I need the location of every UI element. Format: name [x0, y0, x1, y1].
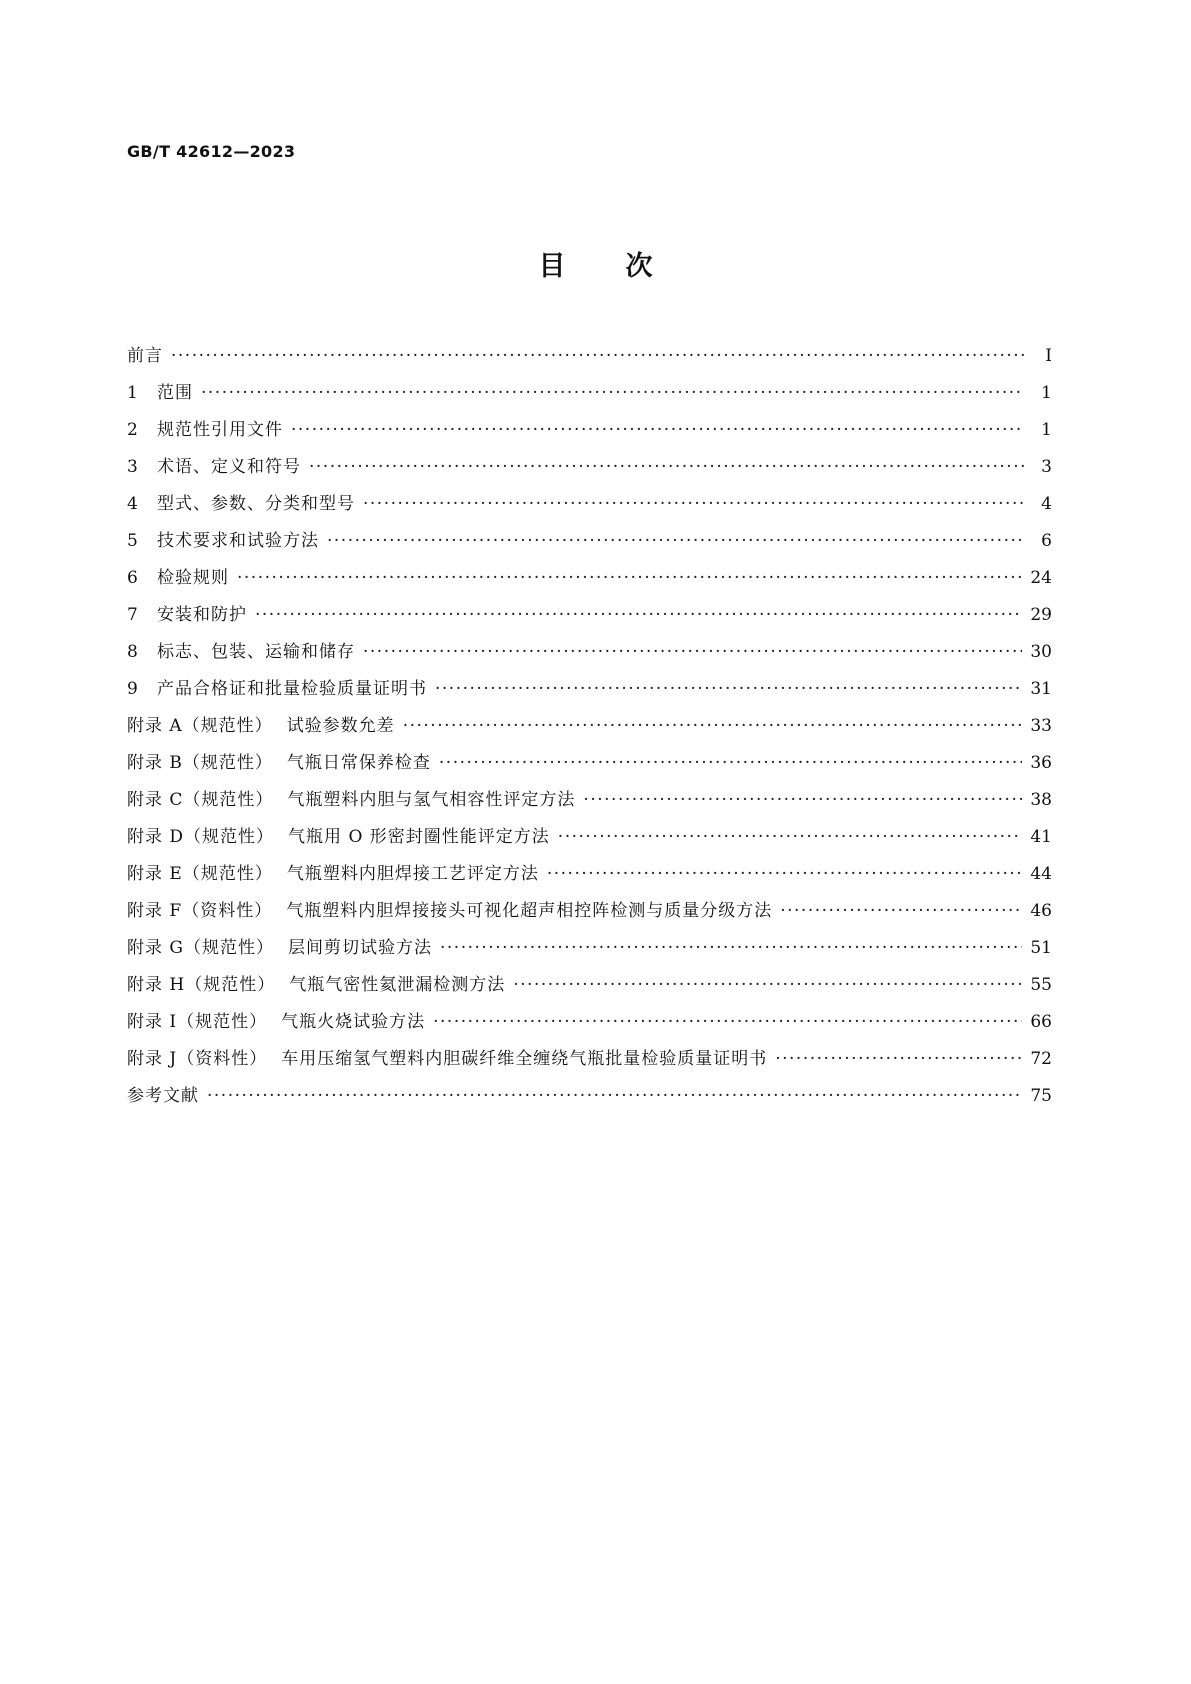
toc-entry[interactable] — [127, 489, 1052, 526]
toc-entry-title: 标志、包装、运输和储存 — [157, 642, 355, 662]
toc-entry-title: 范围 — [157, 383, 193, 403]
toc-dot-leader — [547, 864, 1023, 884]
toc-dot-leader — [291, 420, 1024, 440]
page-title: 目次 — [538, 251, 713, 282]
toc-entry-number: 2 — [127, 420, 138, 440]
table-of-contents — [127, 341, 1052, 1118]
toc-dot-leader — [439, 753, 1022, 773]
toc-dot-leader — [440, 938, 1022, 958]
toc-dot-leader — [237, 568, 1022, 588]
toc-entry[interactable] — [127, 526, 1052, 563]
toc-entry-page-number: Ⅰ — [1045, 346, 1052, 366]
toc-entry[interactable] — [127, 896, 1052, 933]
toc-entry[interactable] — [127, 1081, 1052, 1118]
toc-entry-title: 气瓶塑料内胆焊接接头可视化超声相控阵检测与质量分级方法 — [286, 901, 773, 921]
toc-entry-annex-label: 附录 E（规范性） — [127, 864, 273, 884]
toc-entry[interactable] — [127, 452, 1052, 489]
toc-entry[interactable] — [127, 563, 1052, 600]
toc-entry-page-number: 72 — [1030, 1049, 1052, 1069]
toc-dot-leader — [207, 1086, 1022, 1106]
toc-entry-title: 气瓶气密性氦泄漏检测方法 — [289, 975, 506, 995]
toc-entry-page-number: 1 — [1041, 420, 1052, 440]
toc-entry[interactable] — [127, 1007, 1052, 1044]
toc-entry[interactable] — [127, 378, 1052, 415]
toc-dot-leader — [327, 531, 1024, 551]
toc-dot-leader — [435, 679, 1022, 699]
toc-entry-page-number: 36 — [1030, 753, 1052, 773]
toc-entry-page-number: 1 — [1041, 383, 1052, 403]
toc-entry[interactable] — [127, 341, 1052, 378]
toc-dot-leader — [433, 1012, 1022, 1032]
toc-dot-leader — [363, 642, 1022, 662]
toc-entry-number: 4 — [127, 494, 138, 514]
toc-entry-title: 层间剪切试验方法 — [287, 938, 432, 958]
toc-dot-leader — [775, 1049, 1022, 1069]
toc-entry[interactable] — [127, 674, 1052, 711]
toc-entry[interactable] — [127, 822, 1052, 859]
toc-entry-title: 安装和防护 — [157, 605, 247, 625]
toc-entry-number: 1 — [127, 383, 138, 403]
toc-entry-title: 规范性引用文件 — [157, 420, 283, 440]
toc-entry-title: 气瓶塑料内胆与氢气相容性评定方法 — [287, 790, 576, 810]
toc-dot-leader — [558, 827, 1023, 847]
toc-entry-title: 气瓶用 O 形密封圈性能评定方法 — [288, 827, 550, 847]
toc-entry-annex-label: 附录 A（规范性） — [127, 716, 273, 736]
toc-entry-number: 7 — [127, 605, 138, 625]
toc-dot-leader — [513, 975, 1022, 995]
toc-dot-leader — [171, 346, 1024, 366]
toc-entry-page-number: 30 — [1030, 642, 1052, 662]
toc-entry-number: 6 — [127, 568, 138, 588]
toc-entry[interactable] — [127, 1044, 1052, 1081]
toc-entry-number: 5 — [127, 531, 138, 551]
toc-entry-annex-label: 附录 F（资料性） — [127, 901, 273, 921]
toc-entry[interactable] — [127, 711, 1052, 748]
toc-entry-page-number: 6 — [1041, 531, 1052, 551]
toc-entry-title: 参考文献 — [127, 1086, 199, 1106]
toc-entry-annex-label: 附录 B（规范性） — [127, 753, 273, 773]
toc-entry-page-number: 66 — [1030, 1012, 1052, 1032]
toc-entry[interactable] — [127, 415, 1052, 452]
toc-entry[interactable] — [127, 859, 1052, 896]
toc-dot-leader — [583, 790, 1022, 810]
toc-entry-page-number: 4 — [1041, 494, 1052, 514]
toc-entry-page-number: 29 — [1030, 605, 1052, 625]
toc-entry-title: 前言 — [127, 346, 163, 366]
toc-entry[interactable] — [127, 933, 1052, 970]
toc-entry-title: 车用压缩氢气塑料内胆碳纤维全缠绕气瓶批量检验质量证明书 — [281, 1049, 768, 1069]
toc-entry-number: 9 — [127, 679, 138, 699]
toc-entry-title: 气瓶塑料内胆焊接工艺评定方法 — [286, 864, 539, 884]
toc-entry-number: 8 — [127, 642, 138, 662]
toc-entry[interactable] — [127, 600, 1052, 637]
toc-entry-annex-label: 附录 H（规范性） — [127, 975, 276, 995]
toc-entry-title: 气瓶火烧试验方法 — [281, 1012, 426, 1032]
toc-entry-annex-label: 附录 I（规范性） — [127, 1012, 268, 1032]
toc-entry-title: 检验规则 — [157, 568, 229, 588]
toc-entry-title: 术语、定义和符号 — [157, 457, 301, 477]
toc-entry-page-number: 24 — [1030, 568, 1052, 588]
toc-entry-title: 型式、参数、分类和型号 — [157, 494, 355, 514]
toc-entry-page-number: 31 — [1030, 679, 1052, 699]
toc-entry-page-number: 44 — [1030, 864, 1052, 884]
toc-entry-page-number: 51 — [1030, 938, 1052, 958]
toc-dot-leader — [309, 457, 1024, 477]
document-code: GB/T 42612—2023 — [127, 142, 296, 161]
toc-dot-leader — [403, 716, 1023, 736]
toc-dot-leader — [363, 494, 1024, 514]
toc-entry-annex-label: 附录 C（规范性） — [127, 790, 274, 810]
toc-entry-annex-label: 附录 G（规范性） — [127, 938, 274, 958]
toc-dot-leader — [255, 605, 1022, 625]
toc-entry-page-number: 38 — [1030, 790, 1052, 810]
toc-entry-title: 产品合格证和批量检验质量证明书 — [157, 679, 427, 699]
toc-entry-annex-label: 附录 J（资料性） — [127, 1049, 268, 1069]
toc-entry-title: 试验参数允差 — [286, 716, 395, 736]
toc-entry-page-number: 33 — [1030, 716, 1052, 736]
toc-dot-leader — [780, 901, 1022, 921]
toc-entry-title: 气瓶日常保养检查 — [286, 753, 431, 773]
toc-entry-title: 技术要求和试验方法 — [157, 531, 319, 551]
toc-entry-page-number: 55 — [1030, 975, 1052, 995]
toc-entry[interactable] — [127, 970, 1052, 1007]
toc-entry[interactable] — [127, 748, 1052, 785]
toc-entry-page-number: 41 — [1030, 827, 1052, 847]
toc-entry-number: 3 — [127, 457, 138, 477]
toc-entry-page-number: 3 — [1041, 457, 1052, 477]
toc-entry[interactable] — [127, 637, 1052, 674]
toc-entry-annex-label: 附录 D（规范性） — [127, 827, 275, 847]
toc-entry-page-number: 46 — [1030, 901, 1052, 921]
toc-dot-leader — [201, 383, 1024, 403]
toc-entry[interactable] — [127, 785, 1052, 822]
toc-entry-page-number: 75 — [1030, 1086, 1052, 1106]
